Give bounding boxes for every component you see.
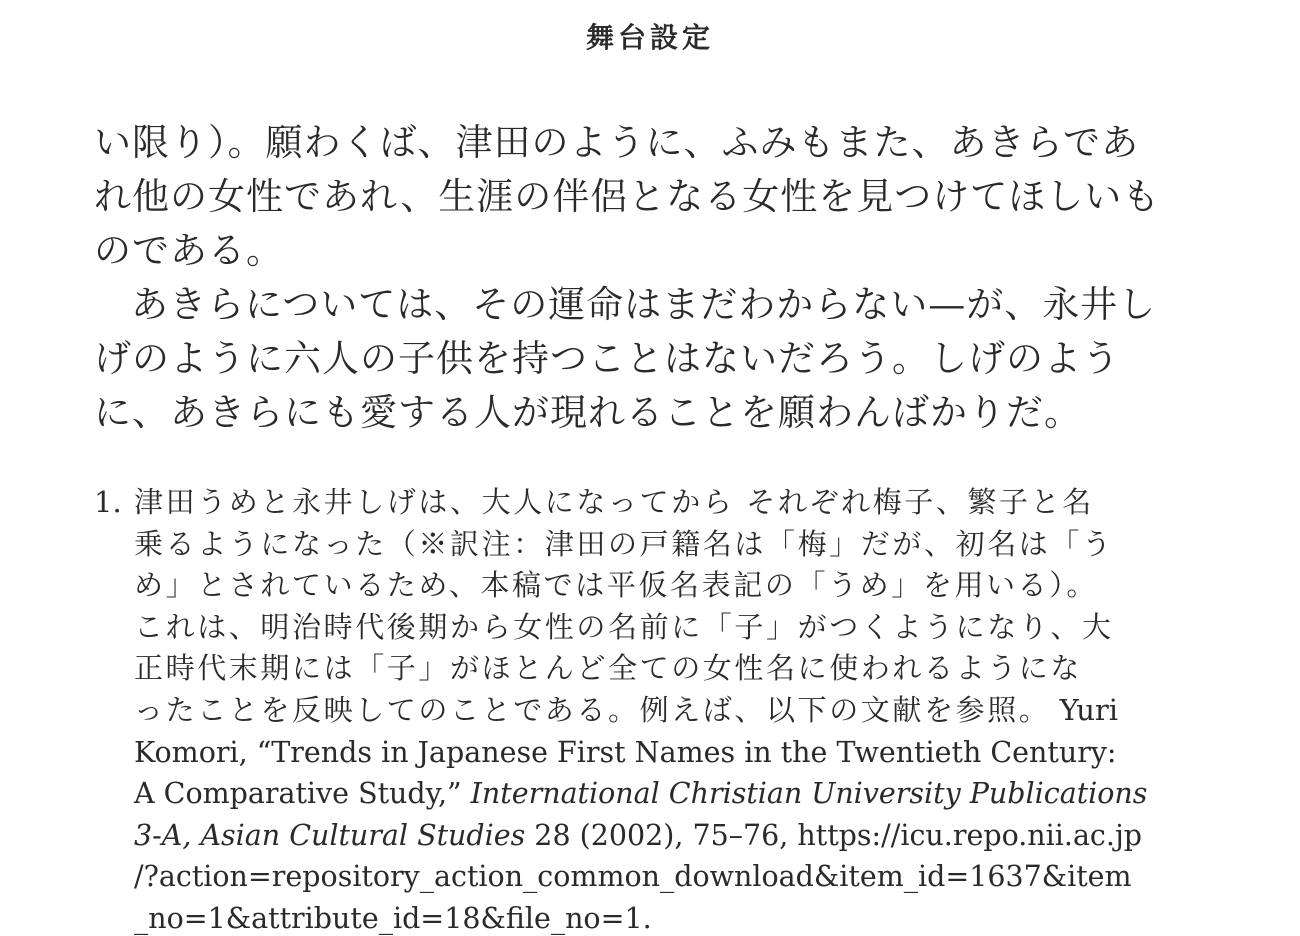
footnotes xyxy=(94,482,1200,936)
footnote-line xyxy=(134,690,1200,732)
citation-line xyxy=(134,773,1200,815)
text-line: げのように六人の子供を持つことはないだろう。しげのよう xyxy=(94,337,1120,380)
footnote-line: め」とされているため、本稿では平仮名表記の「うめ」を用いる）。 xyxy=(134,568,1098,603)
citation-line xyxy=(134,815,1200,857)
footnote-line: 乗るようになった（※訳注：津田の戸籍名は「梅」だが、初名は「う xyxy=(134,526,1114,561)
citation-series: 3-A, Asian Cultural Studies xyxy=(134,818,526,852)
text-line: に、あきらにも愛する人が現れることを願わんばかりだ。 xyxy=(94,391,1082,434)
text-line: のである。 xyxy=(94,229,284,272)
text-line: れ他の女性であれ、生涯の伴侶となる女性を見つけてほしいも xyxy=(94,175,1161,218)
footnote-number: 1. xyxy=(94,485,122,519)
footnote xyxy=(94,482,1200,936)
footnote-line: 正時代末期には「子」がほとんど全ての女性名に使われるようにな xyxy=(134,651,1083,686)
citation-title-end: A Comparative Study,” xyxy=(134,777,471,811)
text-line: い限り）。願わくば、津田のように、ふみもまた、あきらであ xyxy=(94,121,1140,164)
footnote-line: これは、明治時代後期から女性の名前に「子」がつくようになり、大 xyxy=(134,609,1114,644)
paragraph xyxy=(94,116,1200,278)
citation-url-line[interactable]: _no=1&attribute_id=18&file_no=1. xyxy=(134,901,652,935)
citation-url-line[interactable]: /?action=repository_action_common_download&item_id=1637&item xyxy=(134,860,1132,894)
text-line: あきらについては、その運命はまだわからない—が、永井し xyxy=(131,283,1157,326)
main-text xyxy=(94,116,1200,440)
citation-line: Komori, “Trends in Japanese First Names in the Twentieth Century: xyxy=(134,735,1117,769)
citation-details: 28 (2002), 75–76, https://icu.repo.nii.ac.jp xyxy=(525,818,1143,852)
citation-journal: International Christian University Publications xyxy=(470,777,1148,811)
footnote-line: 津田うめと永井しげは、大人になってから それぞれ梅子、繁子と名 xyxy=(134,485,1094,519)
citation-author-first: Yuri xyxy=(1050,692,1119,727)
section-title: 舞台設定 xyxy=(585,21,714,54)
page-header xyxy=(0,18,1300,58)
footnote-text-jp: ったことを反映してのことである。例えば、以下の文献を参照。 xyxy=(134,692,1051,727)
paragraph xyxy=(94,278,1200,440)
